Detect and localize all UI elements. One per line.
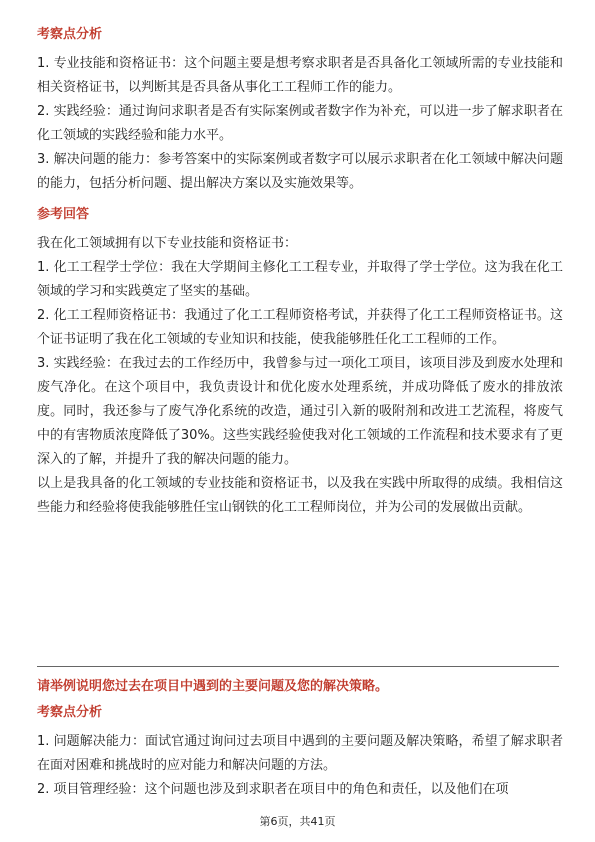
analysis-heading: 考察点分析 [37,27,103,42]
question-title: 请举例说明您过去在项目中遇到的主要问题及您的解决策略。 [37,679,389,694]
answer-item: 1. 化工工程学士学位：我在大学期间主修化工工程专业，并取得了学士学位。这为我在化工领域的学习和实践奠定了坚实的基础。 [37,260,563,299]
section-divider [37,666,559,667]
analysis-heading: 考察点分析 [37,705,103,720]
answer-intro: 我在化工领域拥有以下专业技能和资格证书： [37,236,298,251]
section-2 [37,678,563,802]
section-1 [37,26,563,520]
analysis-item: 2. 项目管理经验：这个问题也涉及到求职者在项目中的角色和责任，以及他们在项 [37,782,509,797]
answer-item: 3. 实践经验：在我过去的工作经历中，我曾参与过一项化工项目，该项目涉及到废水处理和废气净化。在这个项目中，我负责设计和优化废水处理系统，并成功降低了废水的排放浓度。同时，我还参与了废气净化系统的改造，通过引入新的吸附剂和改进工艺流程，将废气中的有害物质浓度降低了30%。这些实践经验使我对化工领域的工作流程和技术要求有了更深入的了解，并提升了我的解决问题的能力。 [37,356,563,467]
analysis-item: 1. 专业技能和资格证书：这个问题主要是想考察求职者是否具备化工领域所需的专业技能和相关资格证书，以判断其是否具备从事化工工程师工作的能力。 [37,56,563,95]
analysis-item: 2. 实践经验：通过询问求职者是否有实际案例或者数字作为补充，可以进一步了解求职者在化工领域的实践经验和能力水平。 [37,104,563,143]
page-number: 第6页，共41页 [259,815,336,828]
analysis-item: 3. 解决问题的能力：参考答案中的实际案例或者数字可以展示求职者在化工领域中解决问题的能力，包括分析问题、提出解决方案以及实施效果等。 [37,152,563,191]
answer-heading: 参考回答 [37,207,90,222]
answer-conclusion: 以上是我具备的化工领域的专业技能和资格证书，以及我在实践中所取得的成绩。我相信这些能力和经验将使我能够胜任宝山钢铁的化工工程师岗位，并为公司的发展做出贡献。 [37,476,563,515]
spacer [37,196,563,206]
analysis-item: 1. 问题解决能力：面试官通过询问过去项目中遇到的主要问题及解决策略，希望了解求职者在面对困难和挑战时的应对能力和解决问题的方法。 [37,734,563,773]
answer-item: 2. 化工工程师资格证书：我通过了化工工程师资格考试，并获得了化工工程师资格证书。这个证书证明了我在化工领域的专业知识和技能，使我能够胜任化工工程师的工作。 [37,308,563,347]
